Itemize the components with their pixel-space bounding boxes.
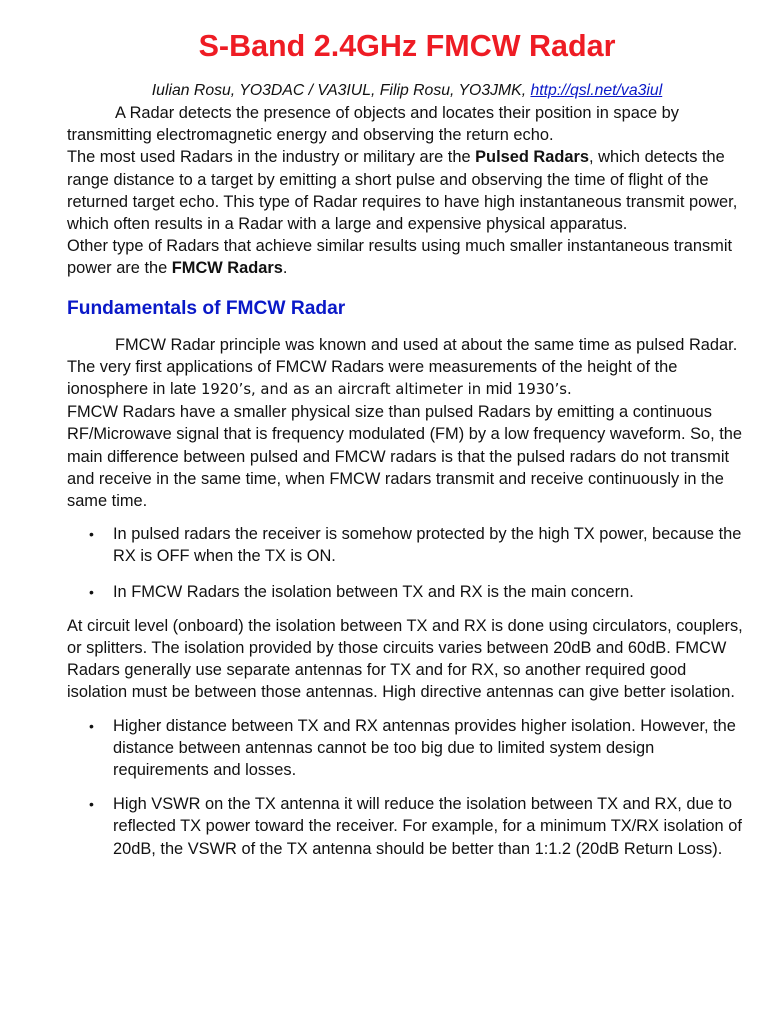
intro-p2-before: The most used Radars in the industry or military are the: [67, 148, 476, 167]
intro-p3-after: .: [282, 259, 288, 278]
list-item: [67, 793, 747, 860]
list-item: [67, 523, 747, 567]
bullet-icon: •: [89, 796, 94, 813]
list-item-text: In pulsed radars the receiver is somehow protected by the high TX power, because the RX is OFF when the TX is ON.: [113, 525, 742, 566]
author-website-link[interactable]: http://qsl.net/va3iul: [530, 82, 663, 99]
authors-text: Iulian Rosu, YO3DAC / VA3IUL, Filip Rosu, YO3JMK,: [151, 82, 531, 99]
list-item: [67, 581, 747, 603]
list-item: [67, 715, 747, 782]
intro-paragraph-3: [67, 235, 747, 279]
list-item-text: In FMCW Radars the isolation between TX and RX is the main concern.: [113, 582, 634, 601]
intro-paragraph-2: [67, 146, 747, 235]
bullet-icon: •: [89, 717, 94, 734]
intro-p2-after: , which detects the range distance to a target by emitting a short pulse and observing the time of flight of the returned target echo. This type of Radar requires to have high instantaneous transmit power, which often results in a Radar with a large and expensive physical apparatus.: [67, 148, 738, 234]
section-heading-fundamentals: Fundamentals of FMCW Radar: [67, 297, 346, 319]
bullet-icon: •: [89, 583, 94, 600]
list-item-text: Higher distance between TX and RX antennas provides higher isolation. However, the distance between antennas cannot be too big due to limited system design requirements and losses.: [113, 716, 736, 780]
fund-p1-alt-2: 1930’s.: [512, 381, 572, 399]
bullet-list-isolation: [67, 523, 747, 603]
document-page: [67, 24, 747, 860]
fund-p1-main: FMCW Radar principle was known and used at about the same time as pulsed Radar. The very first applications of FMCW Radars were measurements of the height of the ionosphere in late: [67, 335, 738, 399]
bullet-list-antennas: [67, 715, 747, 860]
document-title: S-Band 2.4GHz FMCW Radar: [198, 29, 616, 63]
fundamentals-paragraph-1: [67, 334, 747, 402]
bullet-icon: •: [89, 526, 94, 543]
fundamentals-paragraph-2: FMCW Radars have a smaller physical size than pulsed Radars by emitting a continuous RF/Microwave signal that is frequency modulated (FM) by a low frequency waveform. So, the main difference between pulsed and FMCW radars is that the pulsed radars do not transmit and receive in the same time, when FMCW radars transmit and receive continuously in the same time.: [67, 403, 743, 511]
pulsed-radars-term: Pulsed Radars: [475, 148, 589, 167]
list-item-text: High VSWR on the TX antenna it will reduce the isolation between TX and RX, due to reflected TX power toward the receiver. For example, for a minimum TX/RX isolation of 20dB, the VSWR of the TX antenna should be better than 1:1.2 (20dB Return Loss).: [113, 795, 742, 858]
intro-paragraph-1: A Radar detects the presence of objects and locates their position in space by transmitting electromagnetic energy and observing the return echo.: [67, 104, 679, 145]
fund-p1-mid: mid: [485, 380, 513, 399]
fmcw-radars-term: FMCW Radars: [171, 259, 283, 278]
fundamentals-paragraph-3: At circuit level (onboard) the isolation between TX and RX is done using circulators, couplers, or splitters. The isolation provided by those circuits varies between 20dB and 60dB. FMCW Radars generally use separate antennas for TX and for RX, so another required good isolation must be between those antennas. High directive antennas can give better isolation.: [67, 616, 743, 702]
fund-p1-alt-1: 1920’s, and as an aircraft altimeter in: [200, 381, 486, 399]
authors-line: [67, 80, 747, 102]
intro-p3-before: Other type of Radars that achieve similar results using much smaller instantaneous transmit power are the: [67, 237, 733, 278]
